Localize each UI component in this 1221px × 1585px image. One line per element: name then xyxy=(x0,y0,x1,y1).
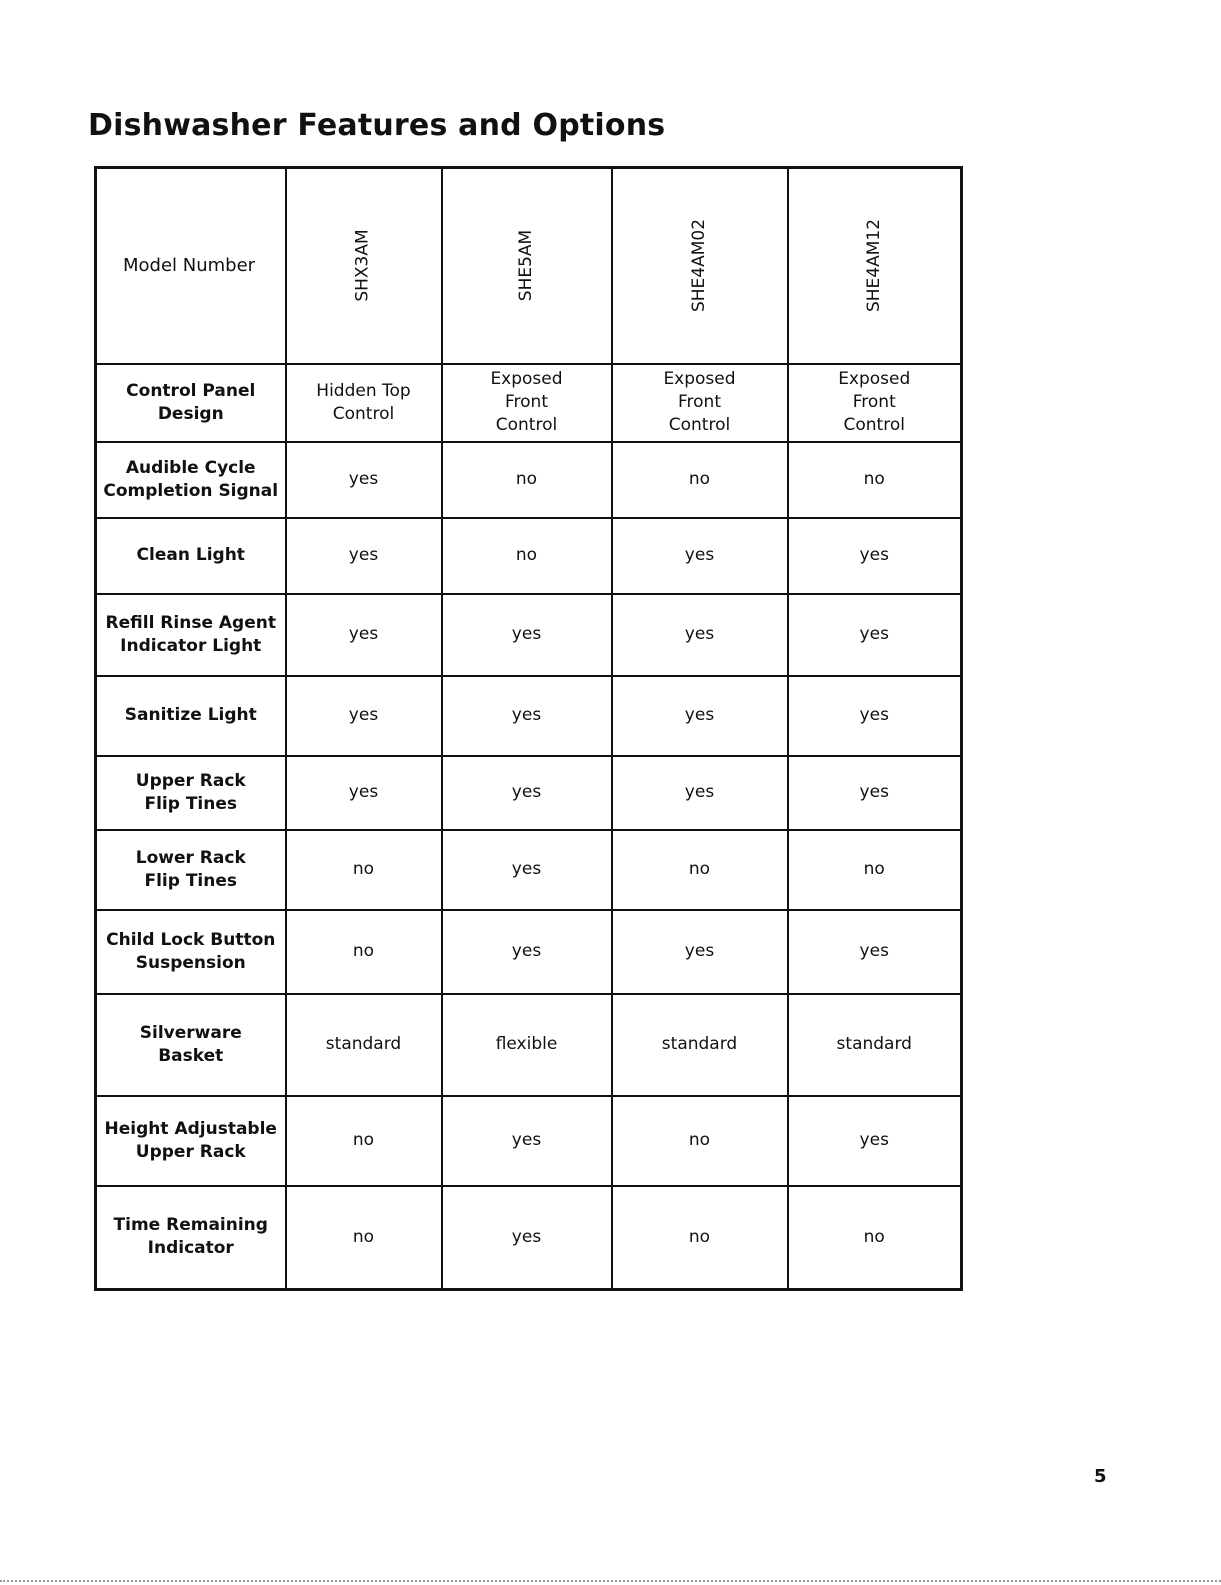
table-row xyxy=(96,994,962,1096)
feature-value: yes xyxy=(442,1186,612,1290)
feature-value: yes xyxy=(442,1096,612,1186)
feature-value: yes xyxy=(442,910,612,994)
feature-value: no xyxy=(442,518,612,594)
feature-value: no xyxy=(286,910,442,994)
feature-value: yes xyxy=(442,756,612,830)
feature-name: Lower Rack Flip Tines xyxy=(96,830,286,910)
table-row xyxy=(96,594,962,676)
table-row xyxy=(96,364,962,442)
table-row xyxy=(96,442,962,518)
table-row xyxy=(96,910,962,994)
feature-value: standard xyxy=(286,994,442,1096)
feature-value: no xyxy=(286,1186,442,1290)
features-table xyxy=(94,166,963,1291)
table-row xyxy=(96,518,962,594)
page-title: Dishwasher Features and Options xyxy=(88,108,666,143)
model-header-cell xyxy=(612,168,788,364)
feature-name: Silverware Basket xyxy=(96,994,286,1096)
feature-name: Height Adjustable Upper Rack xyxy=(96,1096,286,1186)
feature-value: yes xyxy=(612,518,788,594)
feature-name: Upper Rack Flip Tines xyxy=(96,756,286,830)
feature-value: yes xyxy=(788,910,962,994)
feature-name: Audible Cycle Completion Signal xyxy=(96,442,286,518)
page-number: 5 xyxy=(1094,1466,1107,1487)
feature-value: yes xyxy=(612,756,788,830)
feature-name: Clean Light xyxy=(96,518,286,594)
feature-value: yes xyxy=(788,1096,962,1186)
feature-name: Sanitize Light xyxy=(96,676,286,756)
feature-name: Refill Rinse Agent Indicator Light xyxy=(96,594,286,676)
feature-value: yes xyxy=(442,830,612,910)
feature-value: yes xyxy=(788,676,962,756)
feature-value: yes xyxy=(788,756,962,830)
feature-value: no xyxy=(612,1186,788,1290)
feature-value: yes xyxy=(442,676,612,756)
feature-value: yes xyxy=(788,594,962,676)
feature-value: no xyxy=(286,830,442,910)
table-row xyxy=(96,830,962,910)
model-name: SHE5AM xyxy=(516,230,536,302)
model-name: SHX3AM xyxy=(353,229,373,302)
feature-value: yes xyxy=(442,594,612,676)
feature-name: Child Lock Button Suspension xyxy=(96,910,286,994)
feature-value: Exposed Front Control xyxy=(442,364,612,442)
feature-value: no xyxy=(612,442,788,518)
feature-value: yes xyxy=(286,442,442,518)
feature-value: flexible xyxy=(442,994,612,1096)
feature-value: yes xyxy=(286,676,442,756)
feature-value: Exposed Front Control xyxy=(612,364,788,442)
model-number-label: Model Number xyxy=(96,168,286,364)
feature-value: no xyxy=(788,1186,962,1290)
model-name: SHE4AM12 xyxy=(863,219,884,313)
table-header-row xyxy=(96,168,962,364)
feature-name: Control Panel Design xyxy=(96,364,286,442)
bottom-rule xyxy=(0,1580,1221,1582)
feature-value: yes xyxy=(286,756,442,830)
feature-value: yes xyxy=(612,594,788,676)
feature-value: Hidden Top Control xyxy=(286,364,442,442)
feature-value: yes xyxy=(286,594,442,676)
model-header-cell xyxy=(442,168,612,364)
feature-value: no xyxy=(612,830,788,910)
model-header-cell xyxy=(788,168,962,364)
model-name: SHE4AM02 xyxy=(689,219,709,313)
feature-value: standard xyxy=(788,994,962,1096)
table-row xyxy=(96,1186,962,1290)
feature-value: no xyxy=(788,830,962,910)
feature-value: yes xyxy=(788,518,962,594)
feature-value: standard xyxy=(612,994,788,1096)
feature-value: no xyxy=(286,1096,442,1186)
feature-value: yes xyxy=(286,518,442,594)
feature-value: Exposed Front Control xyxy=(788,364,962,442)
table-row xyxy=(96,1096,962,1186)
feature-rows xyxy=(96,364,962,1290)
table-row xyxy=(96,756,962,830)
feature-value: no xyxy=(788,442,962,518)
feature-value: no xyxy=(442,442,612,518)
feature-name: Time Remaining Indicator xyxy=(96,1186,286,1290)
model-header-cell xyxy=(286,168,442,364)
feature-value: yes xyxy=(612,910,788,994)
table-row xyxy=(96,676,962,756)
feature-value: yes xyxy=(612,676,788,756)
feature-value: no xyxy=(612,1096,788,1186)
